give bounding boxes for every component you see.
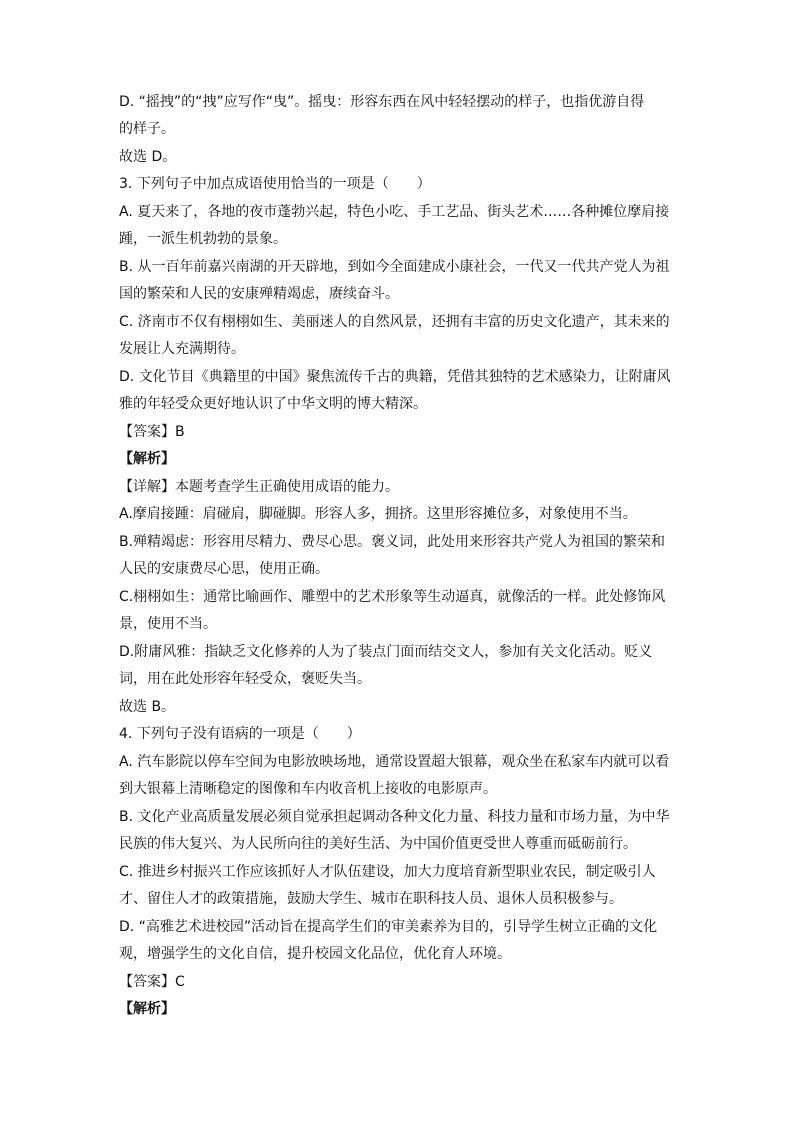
text-line: 故选 B。 xyxy=(119,699,176,715)
text-line: D. “摇拽”的“拽”应写作“曳”。摇曳：形容东西在风中轻轻摆动的样子，也指优游自得 xyxy=(119,94,645,110)
detail-line: 【详解】本题考查学生正确使用成语的能力。 xyxy=(119,479,399,495)
text-line: B. 从一百年前嘉兴南湖的开天辟地，到如今全面建成小康社会，一代又一代共产党人为祖 xyxy=(119,259,670,275)
text-line: 景，使用不当。 xyxy=(119,616,217,632)
analysis-label: 【解析】 xyxy=(119,451,175,467)
text-line: 踵，一派生机勃勃的景象。 xyxy=(119,231,287,247)
text-line: 的样子。 xyxy=(119,121,175,137)
text-line: A. 夏天来了，各地的夜市蓬勃兴起，特色小吃、手工艺品、街头艺术……各种摊位摩肩接 xyxy=(119,204,670,220)
text-line: 观，增强学生的文化自信，提升校园文化品位，优化育人环境。 xyxy=(119,946,511,962)
text-line: A. 汽车影院以停车空间为电影放映场地，通常设置超大银幕，观众坐在私家车内就可以看 xyxy=(119,754,670,770)
text-line: 民族的伟大复兴、为人民所向往的美好生活、为中国价值更受世人尊重而砥砺前行。 xyxy=(119,836,637,852)
text-line: A.摩肩接踵：肩碰肩，脚碰脚。形容人多，拥挤。这里形容摊位多，对象使用不当。 xyxy=(119,506,637,522)
text-line: 雅的年轻受众更好地认识了中华文明的博大精深。 xyxy=(119,396,427,412)
text-line: C. 推进乡村振兴工作应该抓好人才队伍建设，加大力度培育新型职业农民，制定吸引人 xyxy=(119,864,656,880)
text-line: 到大银幕上清晰稳定的图像和车内收音机上接收的电影原声。 xyxy=(119,781,497,797)
analysis-label: 【解析】 xyxy=(119,1001,175,1017)
text-line: 故选 D。 xyxy=(119,149,177,165)
text-line: 人民的安康费尽心思，使用正确。 xyxy=(119,561,329,577)
text-line: D. “高雅艺术进校园”活动旨在提高学生们的审美素养为目的，引导学生树立正确的文化 xyxy=(119,919,658,935)
text-line: 国的繁荣和人民的安康殚精竭虑，赓续奋斗。 xyxy=(119,286,399,302)
answer-label: 【答案】B xyxy=(119,424,185,440)
text-line: B. 文化产业高质量发展必须自觉承担起调动各种文化力量、科技力量和市场力量，为中华 xyxy=(119,809,670,825)
text-line: C. 济南市不仅有栩栩如生、美丽迷人的自然风景，还拥有丰富的历史文化遗产，其未来的 xyxy=(119,314,670,330)
answer-label: 【答案】C xyxy=(119,974,185,990)
text-line: D.附庸风雅：指缺乏文化修养的人为了装点门面而结交文人，参加有关文化活动。贬义 xyxy=(119,644,653,660)
text-line: 才、留住人才的政策措施，鼓励大学生、城市在职科技人员、退休人员积极参与。 xyxy=(119,891,623,907)
text-line: D. 文化节目《典籍里的中国》聚焦流传千古的典籍，凭借其独特的艺术感染力，让附庸风 xyxy=(119,369,671,385)
question-4-stem: 4. 下列句子没有语病的一项是（ ） xyxy=(119,726,361,742)
text-line: B.殚精竭虑：形容用尽精力、费尽心思。褒义词，此处用来形容共产党人为祖国的繁荣和 xyxy=(119,534,666,550)
text-line: 词，用在此处形容年轻受众，褒贬失当。 xyxy=(119,671,371,687)
text-line: 发展让人充满期待。 xyxy=(119,341,245,357)
text-line: C.栩栩如生：通常比喻画作、雕塑中的艺术形象等生动逼真，就像活的一样。此处修饰风 xyxy=(119,589,666,605)
question-3-stem: 3. 下列句子中加点成语使用恰当的一项是（ ） xyxy=(119,176,431,192)
